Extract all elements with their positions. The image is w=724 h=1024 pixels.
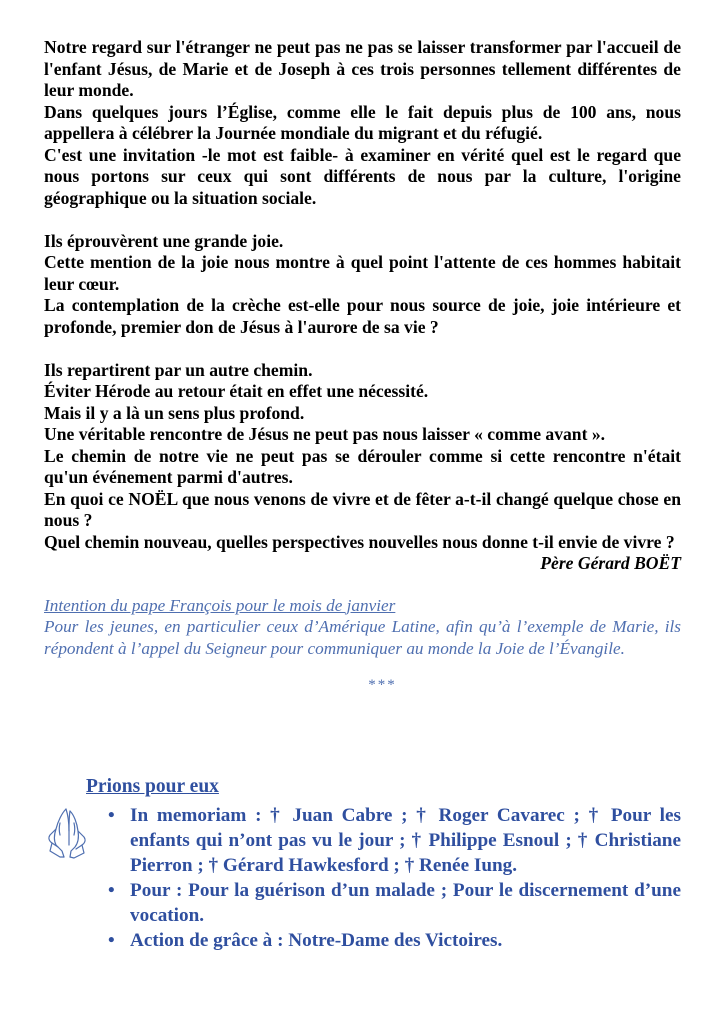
paragraph: Ils éprouvèrent une grande joie. — [44, 230, 284, 251]
paragraph: La contemplation de la crèche est-elle pour nous source de joie, joie intérieure et profonde, premier don de Jésus à l'aurore de sa vie ? — [44, 295, 681, 337]
paragraph: C'est une invitation -le mot est faible- à examiner en vérité quel est le regard que nous portons sur ceux qui sont différents de nous par la culture, l'origine géographique ou la situation sociale. — [44, 144, 681, 208]
praying-hands-icon — [44, 805, 92, 861]
paragraph: Dans quelques jours l’Église, comme elle le fait depuis plus de 100 ans, nous appellera à célébrer la Journée mondiale du migrant et du réfugié. — [44, 101, 681, 143]
paragraph: Cette mention de la joie nous montre à quel point l'attente de ces hommes habitait leur cœur. — [44, 252, 681, 294]
signature: Père Gérard BOËT — [540, 553, 681, 573]
list-item — [108, 928, 681, 953]
paragraph: En quoi ce NOËL que nous venons de vivre et de fêter a-t-il changé quelque chose en nous ? — [44, 488, 681, 530]
prayer-title: Prions pour eux — [86, 776, 219, 797]
list-item — [108, 803, 681, 878]
paragraph: Le chemin de notre vie ne peut pas se dérouler comme si cette rencontre n'était qu'un événement parmi d'autres. — [44, 445, 681, 487]
paragraph: Mais il y a là un sens plus profond. — [44, 402, 305, 423]
paragraph: Éviter Hérode au retour était en effet une nécessité. — [44, 381, 429, 401]
bullet-icon: • — [108, 930, 115, 951]
bullet-icon: • — [108, 880, 115, 901]
paragraph: Ils repartirent par un autre chemin. — [44, 359, 313, 380]
pope-intention — [44, 595, 681, 660]
bullet-icon: • — [108, 805, 115, 826]
editorial — [44, 37, 681, 694]
list-item-text: Pour : Pour la guérison d’un malade ; Pour le discernement d’une vocation. — [130, 880, 681, 926]
prayer-section — [44, 775, 681, 953]
paragraph: Notre regard sur l'étranger ne peut pas ne pas se laisser transformer par l'accueil de l'enfant Jésus, de Marie et de Joseph à ces trois personnes tellement différentes de leur monde. — [44, 37, 681, 100]
prayer-list — [44, 803, 681, 953]
intention-title: Intention du pape François pour le mois de janvier — [44, 595, 396, 615]
separator: *** — [368, 677, 397, 693]
intention-text: Pour les jeunes, en particulier ceux d’Amérique Latine, afin qu’à l’exemple de Marie, ils répondent à l’appel du Seigneur pour communiquer au monde la Joie de l’Évangile. — [44, 617, 681, 658]
list-item-text: Action de grâce à : Notre-Dame des Victoires. — [130, 930, 503, 951]
paragraph: Une véritable rencontre de Jésus ne peut pas nous laisser « comme avant ». — [44, 424, 606, 444]
paragraph: Quel chemin nouveau, quelles perspectives nouvelles nous donne t-il envie de vivre ? — [44, 531, 675, 552]
list-item-text: In memoriam : † Juan Cabre ; † Roger Cavarec ; † Pour les enfants qui n’ont pas vu le jour ; † Philippe Esnoul ; † Christiane Pierron ; † Gérard Hawkesford ; † Renée Iung. — [130, 805, 681, 876]
list-item — [108, 878, 681, 928]
